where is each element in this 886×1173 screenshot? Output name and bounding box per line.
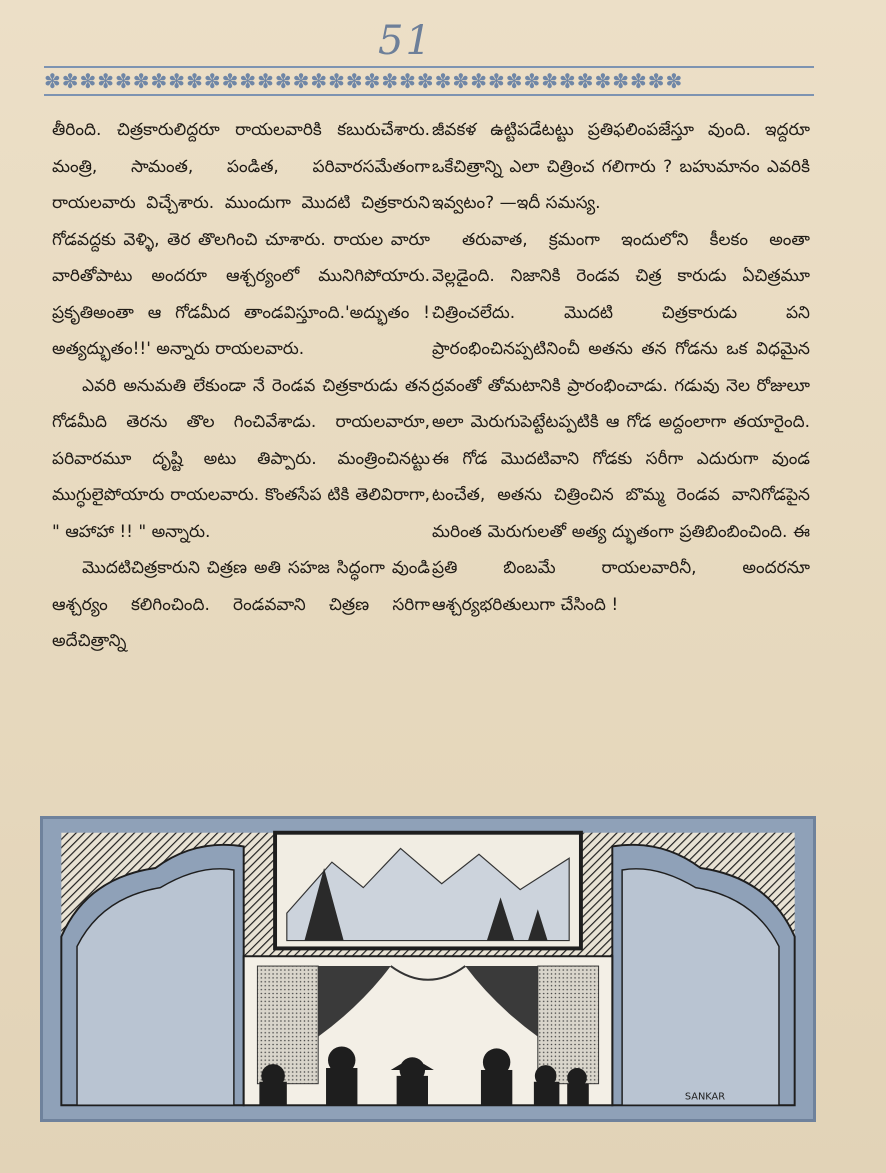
right-paragraph-2: తరువాత, క్రమంగా ఇందులోని కీలకం అంతా వెల్లడైంది. నిజానికి రెండవ చిత్ర కారుడు ఏచిత్రమూ చిత్రించలేదు. మొదటి చిత్రకారుడు పని ప్రారంభించినప్పటినించీ అతను తన గోడను ఒక విధమైన ద్రవంతో తోమటానికి ప్రారంభించాడు. గడువు నెల రోజులూ అలా మెరుగుపెట్టేటప్పటికి ఆ గోడ అద్దంలాగా తయారైంది. ఈ గోడ మొదటివాని గోడకు సరీగా ఎదురుగా వుండ టంచేత, అతను చిత్రించిన బొమ్మ రెండవ వానిగోడపైన మరింత మెరుగులతో అత్య ద్భుతంగా ప్రతిబింబించింది. ఈ ప్రతి బింబమే రాయలవారినీ, అందరనూ ఆశ్చర్యభరితులుగా చేసింది ! <box>432 229 810 615</box>
decorative-header-band: ✽✽✽✽✽✽✽✽✽✽✽✽✽✽✽✽✽✽✽✽✽✽✽✽✽✽✽✽✽✽✽✽✽✽✽✽ <box>44 66 814 96</box>
right-paragraph-1: జీవకళ ఉట్టిపడేటట్టు ప్రతిఫలింపజేస్తూ వుంది. ఇద్దరూ ఒకేచిత్రాన్ని ఎలా చిత్రించ గలిగారు ? బహుమానం ఎవరికి ఇవ్వటం? —ఇదీ సమస్య. <box>432 120 810 213</box>
left-paragraph-2: ఎవరి అనుమతి లేకుండా నే రెండవ చిత్రకారుడు తన గోడమీది తెరను తొల గించివేశాడు. రాయలవారూ, పరివారమూ దృష్టి అటు తిప్పారు. మంత్రించినట్టు ముగ్ధులైపోయారు రాయలవారు. కొంతసేప టికి తెలివిరాగా, " ఆహాహా !! " అన్నారు. <box>52 375 430 542</box>
left-ornament-panel <box>257 966 318 1084</box>
illustration-drawing <box>43 819 813 1119</box>
left-paragraph-1: తీరింది. చిత్రకారులిద్దరూ రాయలవారికి కబురుచేశారు. మంత్రి, సామంత, పండిత, పరివారసమేతంగా రాయలవారు విచ్చేశారు. ముందుగా మొదటి చిత్రకారుని గోడవద్దకు వెళ్ళి, తెర తొలగించి చూశారు. రాయల వారూ వారితోపాటు అందరూ ఆశ్చర్యంలో మునిగిపోయారు. ప్రకృతిఅంతా ఆ గోడమీద తాండవిస్తూంది.'అద్భుతం ! అత్యద్భుతం!!' అన్నారు రాయలవారు. <box>52 120 430 359</box>
left-paragraph-3: మొదటిచిత్రకారుని చిత్రణ అతి సహజ సిద్ధంగా వుండి ఆశ్చర్యం కలిగించింది. రెండవవాని చిత్రణ సరిగా అదేచిత్రాన్ని <box>52 558 430 651</box>
court-scene-illustration <box>40 816 816 1122</box>
artist-signature: SANKAR <box>684 1091 726 1103</box>
right-text-column <box>432 112 810 623</box>
left-text-column <box>52 112 430 660</box>
page-number: 51 <box>378 18 433 64</box>
